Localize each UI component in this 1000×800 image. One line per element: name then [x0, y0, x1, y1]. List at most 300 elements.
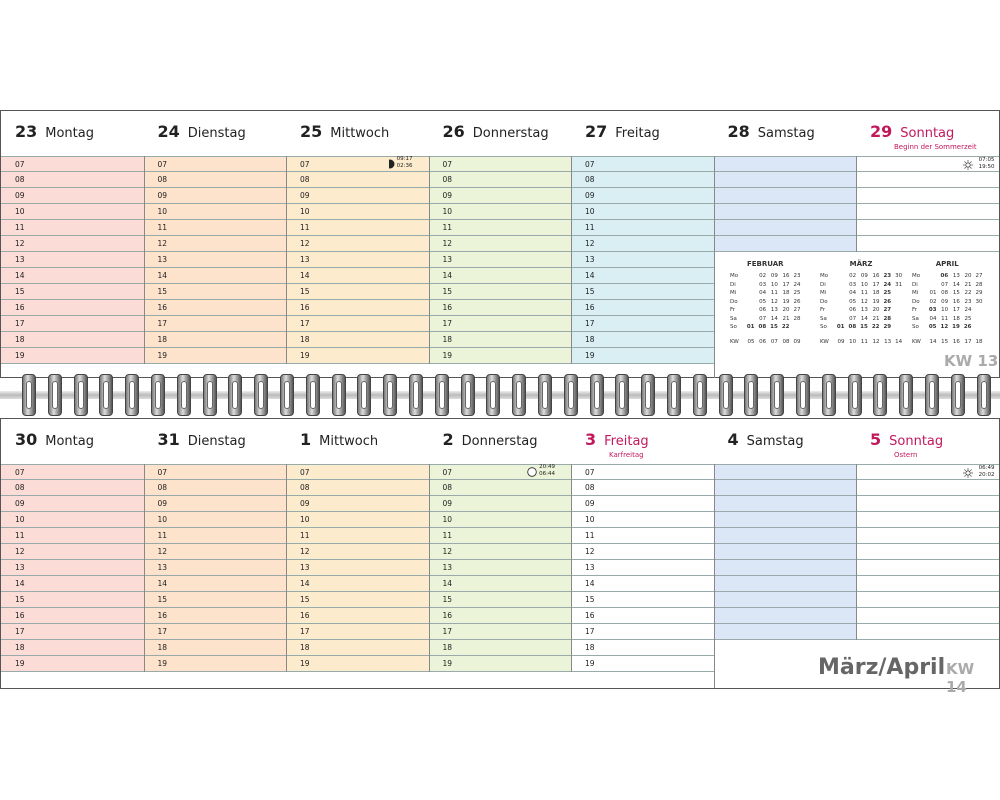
day-name: Mittwoch — [319, 434, 379, 449]
hour-slot[interactable] — [714, 156, 857, 172]
kw-label: KW — [820, 338, 829, 345]
hour-slot[interactable]: 11 — [571, 528, 714, 544]
day-header — [300, 430, 378, 450]
hour-slot[interactable]: 15 — [571, 284, 714, 300]
spiral-ring — [383, 374, 397, 416]
column-divider — [144, 464, 145, 672]
hour-rows — [144, 464, 287, 672]
hour-slot[interactable]: 13 — [286, 560, 429, 576]
hour-slot[interactable]: 17 — [1, 316, 144, 332]
mini-kw: 16 — [952, 338, 960, 345]
hour-slot[interactable]: 11 — [144, 220, 287, 236]
hour-slot[interactable]: 07 — [429, 156, 572, 172]
day-column-montag — [1, 418, 144, 688]
mini-day: 26 — [883, 298, 892, 305]
mini-day: 31 — [895, 281, 903, 288]
hour-slot[interactable]: 18 — [144, 640, 287, 656]
hour-slot[interactable]: 11 — [144, 528, 287, 544]
mini-day: 25 — [883, 290, 892, 297]
hour-slot[interactable]: 17 — [286, 316, 429, 332]
day-name: Mittwoch — [330, 126, 390, 141]
hour-slot[interactable]: 12 — [286, 236, 429, 252]
mini-day: 10 — [860, 281, 868, 288]
hour-slot[interactable] — [856, 496, 999, 512]
spiral-ring — [796, 374, 810, 416]
hour-slot[interactable]: 16 — [429, 608, 572, 624]
hour-slot[interactable]: 14 — [1, 268, 144, 284]
hour-slot[interactable]: 15 — [1, 284, 144, 300]
hour-slot[interactable]: 19 — [1, 656, 144, 672]
mini-day — [791, 323, 802, 332]
mini-day: 28 — [883, 315, 892, 322]
hour-slot[interactable]: 13 — [571, 560, 714, 576]
mini-day: 02 — [849, 273, 857, 280]
hour-slot[interactable] — [856, 480, 999, 496]
hour-slot[interactable]: 16 — [1, 300, 144, 316]
hour-slot[interactable]: 07 — [286, 156, 429, 172]
hour-slot[interactable]: 15 — [286, 592, 429, 608]
hour-slot[interactable]: 11 — [571, 220, 714, 236]
hour-slot[interactable] — [856, 576, 999, 592]
hour-slot[interactable]: 14 — [571, 268, 714, 284]
mini-day: 13 — [952, 273, 960, 280]
column-divider — [144, 156, 145, 364]
mini-day: 06 — [759, 307, 767, 314]
mini-day — [745, 289, 757, 298]
hour-slot[interactable]: 10 — [286, 512, 429, 528]
hour-slot[interactable]: 15 — [286, 284, 429, 300]
hour-slot[interactable]: 19 — [1, 348, 144, 364]
mini-month — [910, 260, 984, 346]
hour-slot[interactable]: 11 — [1, 220, 144, 236]
weekday-label: Mi — [912, 290, 919, 297]
moon-times: 20:49 06:44 — [539, 464, 555, 477]
hour-slot[interactable] — [856, 528, 999, 544]
day-number: 26 — [442, 122, 465, 141]
mini-day: 24 — [883, 281, 892, 288]
hour-slot[interactable]: 16 — [286, 608, 429, 624]
mini-kw: 08 — [782, 338, 790, 345]
hour-slot[interactable]: 10 — [571, 512, 714, 528]
hour-slot[interactable]: 12 — [286, 544, 429, 560]
hour-slot[interactable]: 10 — [286, 204, 429, 220]
day-column-donnerstag — [429, 418, 572, 688]
day-number: 23 — [15, 122, 38, 141]
hour-slot[interactable] — [714, 496, 857, 512]
hour-slot[interactable]: 09 — [286, 496, 429, 512]
hour-rows — [1, 156, 144, 364]
day-number: 27 — [585, 122, 608, 141]
hour-slot[interactable]: 12 — [571, 544, 714, 560]
sun-icon — [963, 468, 973, 478]
hour-slot[interactable]: 12 — [144, 236, 287, 252]
hour-slot[interactable]: 07 — [571, 464, 714, 480]
hour-slot[interactable]: 09 — [286, 188, 429, 204]
hour-slot[interactable]: 10 — [144, 512, 287, 528]
mini-day — [835, 298, 847, 307]
hour-slot[interactable]: 15 — [429, 284, 572, 300]
spiral-ring — [848, 374, 862, 416]
hour-slot[interactable]: 16 — [1, 608, 144, 624]
day-column-freitag — [571, 110, 714, 380]
hour-slot[interactable]: 11 — [286, 220, 429, 236]
hour-slot[interactable]: 17 — [429, 624, 572, 640]
hour-slot[interactable]: 14 — [429, 576, 572, 592]
mini-day: 13 — [770, 307, 778, 314]
hour-slot[interactable]: 19 — [571, 348, 714, 364]
hour-slot[interactable] — [714, 528, 857, 544]
mini-month — [728, 260, 802, 346]
mini-day — [745, 315, 757, 324]
hour-slot[interactable]: 18 — [1, 640, 144, 656]
hour-slot[interactable]: 15 — [571, 592, 714, 608]
spiral-ring — [332, 374, 346, 416]
mini-day: 20 — [964, 273, 972, 280]
spiral-ring — [615, 374, 629, 416]
day-name: Samstag — [757, 126, 815, 141]
hour-slot[interactable] — [714, 624, 857, 640]
day-number: 1 — [300, 430, 312, 449]
mini-day: 02 — [929, 298, 937, 305]
mini-day — [893, 298, 904, 307]
day-header — [443, 122, 549, 142]
mini-day: 30 — [895, 273, 903, 280]
day-header — [585, 122, 660, 142]
day-number: 24 — [157, 122, 180, 141]
hour-slot[interactable]: 09 — [571, 496, 714, 512]
hour-slot[interactable]: 18 — [571, 332, 714, 348]
hour-slot[interactable] — [856, 236, 999, 252]
mini-day: 05 — [928, 324, 937, 331]
hour-slot[interactable]: 13 — [1, 252, 144, 268]
hour-slot[interactable]: 11 — [429, 528, 572, 544]
mini-day: 06 — [940, 273, 949, 280]
hour-slot[interactable] — [714, 576, 857, 592]
mini-kw: 11 — [860, 338, 868, 345]
hour-slot[interactable] — [714, 512, 857, 528]
hour-slot[interactable]: 07 — [286, 464, 429, 480]
hour-slot[interactable]: 13 — [286, 252, 429, 268]
hour-slot[interactable]: 08 — [144, 480, 287, 496]
hour-slot[interactable]: 08 — [286, 480, 429, 496]
weekday-label: Mo — [912, 273, 921, 280]
column-divider — [856, 156, 857, 252]
hour-slot[interactable]: 10 — [144, 204, 287, 220]
day-column-sonntag — [856, 418, 999, 688]
day-number: 5 — [870, 430, 882, 449]
hour-slot[interactable] — [714, 464, 857, 480]
hour-slot[interactable]: 08 — [429, 480, 572, 496]
spiral-ring — [719, 374, 733, 416]
hour-slot[interactable] — [856, 512, 999, 528]
hour-slot[interactable]: 18 — [429, 332, 572, 348]
mini-day: 01 — [836, 324, 845, 331]
hour-slot[interactable]: 07 — [144, 464, 287, 480]
hour-slot[interactable] — [856, 544, 999, 560]
spiral-ring — [770, 374, 784, 416]
day-column-dienstag — [144, 418, 287, 688]
hour-slot[interactable]: 11 — [1, 528, 144, 544]
spiral-ring — [951, 374, 965, 416]
spiral-ring — [228, 374, 242, 416]
mini-day: 09 — [860, 273, 868, 280]
spiral-ring — [899, 374, 913, 416]
hour-slot[interactable]: 12 — [144, 544, 287, 560]
mini-day: 05 — [759, 298, 767, 305]
hour-slot[interactable]: 11 — [429, 220, 572, 236]
spiral-ring — [744, 374, 758, 416]
hour-slot[interactable] — [856, 172, 999, 188]
column-divider — [571, 464, 572, 672]
spiral-ring — [693, 374, 707, 416]
hour-slot[interactable]: 15 — [144, 284, 287, 300]
hour-rows — [714, 156, 857, 252]
mini-day: 25 — [793, 290, 801, 297]
hour-slot[interactable]: 10 — [429, 204, 572, 220]
day-number: 25 — [300, 122, 323, 141]
day-name: Donnerstag — [472, 126, 549, 141]
hour-slot[interactable]: 14 — [144, 576, 287, 592]
hour-slot[interactable]: 12 — [429, 236, 572, 252]
hour-slot[interactable]: 14 — [286, 576, 429, 592]
hour-slot[interactable]: 10 — [571, 204, 714, 220]
hour-slot[interactable]: 09 — [144, 496, 287, 512]
day-header — [158, 122, 246, 142]
kw-label: KW — [730, 338, 739, 345]
hour-slot[interactable]: 13 — [429, 560, 572, 576]
mini-day: 14 — [952, 281, 960, 288]
day-column-dienstag — [144, 110, 287, 380]
spiral-ring — [461, 374, 475, 416]
day-name: Montag — [45, 434, 94, 449]
sun-icon — [963, 160, 973, 170]
hour-slot[interactable] — [856, 464, 999, 480]
hour-slot[interactable] — [714, 608, 857, 624]
day-header — [585, 430, 649, 459]
hour-slot[interactable]: 09 — [144, 188, 287, 204]
mini-day: 01 — [746, 324, 755, 331]
hour-slot[interactable]: 14 — [1, 576, 144, 592]
hour-slot[interactable]: 16 — [571, 300, 714, 316]
mini-day: 04 — [759, 290, 767, 297]
mini-day: 10 — [941, 307, 949, 314]
hour-slot[interactable]: 09 — [571, 188, 714, 204]
hour-slot[interactable] — [856, 220, 999, 236]
hour-slot[interactable]: 13 — [144, 560, 287, 576]
hour-slot[interactable]: 15 — [429, 592, 572, 608]
mini-day — [745, 298, 757, 307]
hour-slot[interactable] — [714, 172, 857, 188]
hour-slot[interactable]: 13 — [571, 252, 714, 268]
day-column-donnerstag — [429, 110, 572, 380]
hour-slot[interactable]: 14 — [571, 576, 714, 592]
spiral-ring — [925, 374, 939, 416]
hour-slot[interactable]: 07 — [1, 464, 144, 480]
mini-day: 11 — [770, 290, 778, 297]
hour-slot[interactable]: 12 — [1, 236, 144, 252]
mini-day: 03 — [849, 281, 857, 288]
hour-slot[interactable]: 08 — [571, 480, 714, 496]
column-divider — [429, 156, 430, 364]
weekday-label: Do — [912, 298, 920, 305]
column-divider — [856, 464, 857, 640]
mini-day: 11 — [941, 315, 949, 322]
mini-day: 19 — [872, 298, 880, 305]
hour-slot[interactable]: 17 — [571, 316, 714, 332]
hour-rows — [429, 464, 572, 672]
hour-slot[interactable]: 16 — [286, 300, 429, 316]
weekday-label: So — [820, 324, 827, 331]
hour-slot[interactable]: 08 — [144, 172, 287, 188]
hour-slot[interactable] — [714, 204, 857, 220]
hour-slot[interactable]: 12 — [1, 544, 144, 560]
hour-slot[interactable]: 17 — [1, 624, 144, 640]
spiral-ring — [306, 374, 320, 416]
hour-slot[interactable]: 13 — [429, 252, 572, 268]
weekday-label: Fr — [730, 307, 736, 314]
hour-slot[interactable]: 17 — [429, 316, 572, 332]
hour-slot[interactable]: 18 — [1, 332, 144, 348]
hour-slot[interactable] — [714, 188, 857, 204]
hour-slot[interactable]: 12 — [429, 544, 572, 560]
mini-kw: 15 — [941, 338, 949, 345]
hour-slot[interactable]: 17 — [286, 624, 429, 640]
hour-slot[interactable]: 17 — [144, 316, 287, 332]
hour-slot[interactable]: 08 — [1, 480, 144, 496]
hour-slot[interactable]: 18 — [286, 640, 429, 656]
spiral-ring — [977, 374, 991, 416]
hour-slot[interactable]: 18 — [571, 640, 714, 656]
weekday-label: Fr — [820, 307, 826, 314]
column-divider — [714, 464, 715, 688]
mini-day: 14 — [770, 315, 778, 322]
hour-slot[interactable]: 18 — [429, 640, 572, 656]
mini-day: 14 — [860, 315, 868, 322]
hour-slot[interactable]: 14 — [286, 268, 429, 284]
hour-slot[interactable]: 16 — [429, 300, 572, 316]
hour-rows — [286, 156, 429, 364]
hour-slot[interactable]: 19 — [144, 656, 287, 672]
mini-day — [893, 323, 904, 332]
hour-slot[interactable]: 15 — [1, 592, 144, 608]
mini-day — [835, 306, 847, 315]
hour-slot[interactable]: 13 — [1, 560, 144, 576]
hour-slot[interactable]: 10 — [1, 204, 144, 220]
day-header — [728, 122, 815, 142]
hour-slot[interactable]: 09 — [429, 188, 572, 204]
hour-slot[interactable]: 08 — [571, 172, 714, 188]
mini-day: 27 — [975, 273, 983, 280]
hour-slot[interactable]: 09 — [429, 496, 572, 512]
hour-slot[interactable]: 15 — [144, 592, 287, 608]
hour-slot[interactable]: 19 — [286, 348, 429, 364]
weekday-label: Sa — [912, 315, 919, 322]
hour-slot[interactable] — [714, 480, 857, 496]
hour-slot[interactable]: 07 — [144, 156, 287, 172]
mini-day: 16 — [782, 273, 790, 280]
day-header — [870, 430, 943, 459]
hour-slot[interactable]: 07 — [571, 156, 714, 172]
hour-rows — [856, 156, 999, 252]
hour-slot[interactable]: 07 — [1, 156, 144, 172]
mini-day: 18 — [872, 290, 880, 297]
hour-slot[interactable] — [856, 608, 999, 624]
hour-slot[interactable] — [714, 220, 857, 236]
mini-day: 21 — [964, 281, 972, 288]
hour-slot[interactable]: 19 — [429, 348, 572, 364]
column-divider — [286, 156, 287, 364]
column-divider — [714, 156, 715, 378]
mini-day: 07 — [849, 315, 857, 322]
hour-slot[interactable]: 19 — [571, 656, 714, 672]
hour-slot[interactable]: 16 — [144, 608, 287, 624]
hour-slot[interactable]: 09 — [1, 188, 144, 204]
hour-slot[interactable]: 16 — [144, 300, 287, 316]
hour-slot[interactable]: 08 — [429, 172, 572, 188]
spiral-ring — [822, 374, 836, 416]
hour-slot[interactable]: 18 — [144, 332, 287, 348]
mini-day: 22 — [964, 290, 972, 297]
mini-day: 19 — [782, 298, 790, 305]
hour-slot[interactable] — [714, 544, 857, 560]
hour-slot[interactable]: 18 — [286, 332, 429, 348]
hour-slot[interactable]: 14 — [429, 268, 572, 284]
hour-slot[interactable] — [856, 156, 999, 172]
hour-slot[interactable]: 12 — [571, 236, 714, 252]
mini-kw: 17 — [964, 338, 972, 345]
spiral-ring — [177, 374, 191, 416]
hour-slot[interactable]: 19 — [286, 656, 429, 672]
kw-14-label: KW 14 — [946, 660, 975, 696]
hour-slot[interactable]: 09 — [1, 496, 144, 512]
mini-month-title: APRIL — [935, 260, 959, 268]
hour-slot[interactable] — [714, 592, 857, 608]
hour-slot[interactable] — [856, 560, 999, 576]
hour-slot[interactable] — [856, 592, 999, 608]
mini-day: 16 — [872, 273, 880, 280]
weekday-label: Mo — [820, 273, 829, 280]
hour-slot[interactable]: 08 — [1, 172, 144, 188]
hour-slot[interactable]: 10 — [429, 512, 572, 528]
day-number: 4 — [727, 430, 739, 449]
weekday-label: Mi — [820, 290, 827, 297]
hour-slot[interactable]: 10 — [1, 512, 144, 528]
hour-slot[interactable] — [714, 236, 857, 252]
hour-slot[interactable]: 13 — [144, 252, 287, 268]
hour-slot[interactable]: 08 — [286, 172, 429, 188]
hour-slot[interactable] — [856, 204, 999, 220]
hour-slot[interactable] — [714, 560, 857, 576]
hour-slot[interactable]: 17 — [144, 624, 287, 640]
weekday-label: Fr — [912, 307, 918, 314]
hour-slot[interactable]: 19 — [429, 656, 572, 672]
mini-kw: 13 — [884, 338, 892, 345]
spiral-ring — [435, 374, 449, 416]
hour-slot[interactable] — [856, 188, 999, 204]
spiral-ring — [357, 374, 371, 416]
hour-slot[interactable]: 17 — [571, 624, 714, 640]
hour-slot[interactable] — [856, 624, 999, 640]
hour-slot[interactable]: 16 — [571, 608, 714, 624]
mini-day: 23 — [964, 298, 972, 305]
mini-kw: 09 — [793, 338, 801, 345]
hour-slot[interactable]: 07 — [429, 464, 572, 480]
hour-slot[interactable]: 19 — [144, 348, 287, 364]
mini-kw: 05 — [747, 338, 755, 345]
hour-slot[interactable]: 14 — [144, 268, 287, 284]
mini-day: 20 — [782, 307, 790, 314]
hour-slot[interactable]: 11 — [286, 528, 429, 544]
